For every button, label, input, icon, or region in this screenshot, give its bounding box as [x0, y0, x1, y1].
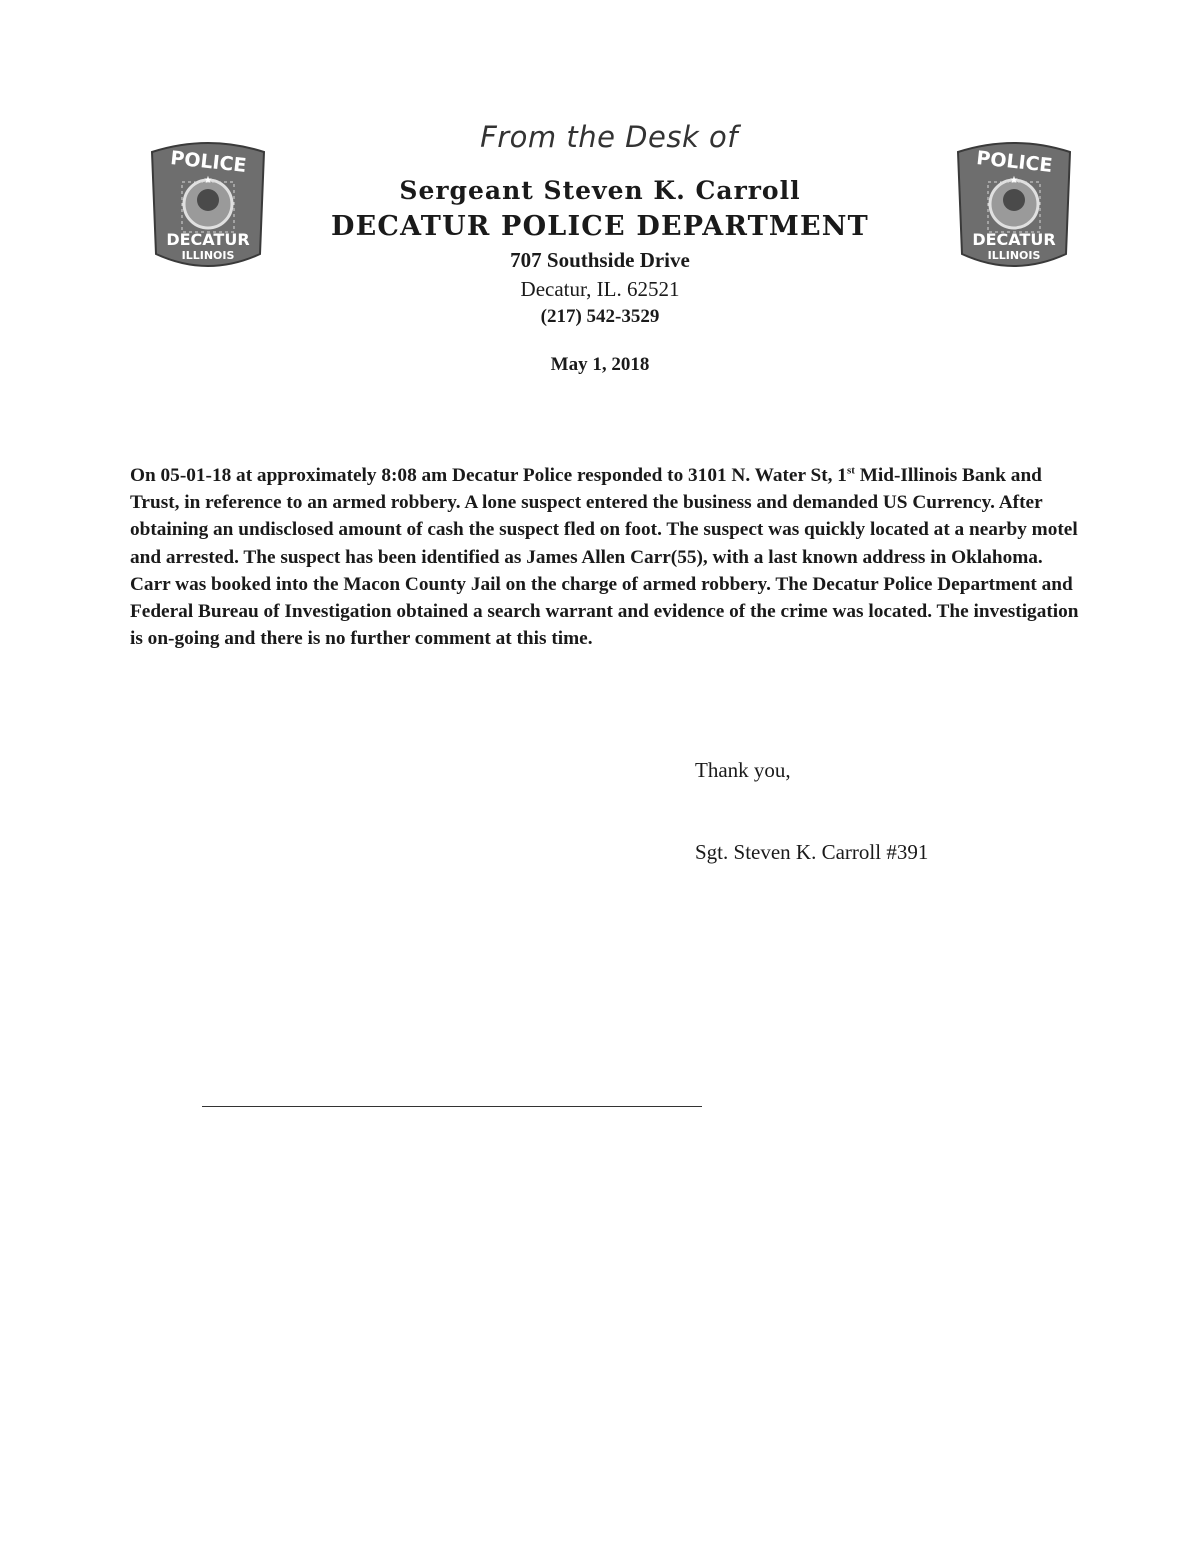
body-part-2: Mid-Illinois Bank and Trust, in reference to an armed robbery. A lone suspect entered the business and demanded US Currency. After obtaining an undisclosed amount of cash the suspect fled on foot. The suspect was quickly located at a nearby motel and arrested. The suspect has been identified as James Allen Carr(55), with a last known address in Oklahoma. Carr was booked into the Macon County Jail on the charge of armed robbery. The Decatur Police Department and Federal Bureau of Investigation obtained a search warrant and evidence of the crime was located. The investigation is on-going and there is no further comment at this time. [130, 465, 1079, 650]
signature-name: Sgt. Steven K. Carroll #391 [695, 840, 929, 864]
letter-date: May 1, 2018 [550, 354, 650, 375]
department-name: DECATUR POLICE DEPARTMENT [331, 211, 869, 242]
desk-line: From the Desk of [480, 120, 738, 154]
ordinal-suffix: st [846, 464, 855, 477]
badge-city-text: DECATUR [972, 230, 1056, 249]
body-part-1: On 05-01-18 at approximately 8:08 am Decatur Police responded to 3101 N. Water St, 1 [130, 465, 847, 486]
address-city: Decatur, IL. 62521 [520, 277, 680, 301]
police-badge-logo-right [952, 138, 1076, 270]
svg-text:★: ★ [1009, 175, 1019, 186]
badge-top-text: POLICE [169, 147, 248, 177]
svg-text:★: ★ [203, 175, 213, 186]
closing-thanks: Thank you, [695, 758, 791, 782]
badge-state-text: ILLINOIS [987, 249, 1041, 262]
press-release-body [130, 462, 1080, 652]
badge-state-text: ILLINOIS [181, 249, 235, 262]
officer-name: Sergeant Steven K. Carroll [399, 176, 801, 205]
badge-city-text: DECATUR [166, 230, 250, 249]
phone-number: (217) 542-3529 [540, 306, 660, 327]
letterhead [250, 120, 950, 376]
address-street: 707 Southside Drive [510, 248, 690, 272]
signature-line [202, 1106, 702, 1107]
badge-top-text: POLICE [975, 147, 1054, 177]
